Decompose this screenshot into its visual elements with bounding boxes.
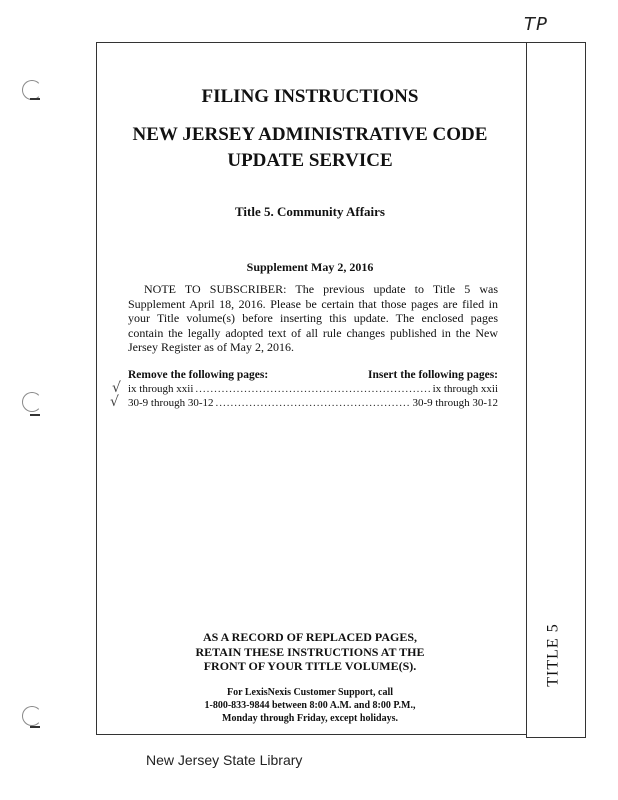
insert-pages: ix through xxii xyxy=(432,383,498,395)
pages-table xyxy=(128,369,498,411)
remove-pages: ix through xxii xyxy=(128,383,194,395)
subtitle-line-2: UPDATE SERVICE xyxy=(227,150,393,171)
record-notice-line: AS A RECORD OF REPLACED PAGES, xyxy=(202,630,418,644)
binder-hole-icon xyxy=(22,706,42,726)
title-heading: Title 5. Community Affairs xyxy=(235,204,385,219)
table-header-row xyxy=(128,369,498,383)
frame-top-rule xyxy=(96,42,586,43)
support-line: Monday through Friday, except holidays. xyxy=(222,713,398,724)
table-row xyxy=(128,383,498,397)
frame-bottom-rule xyxy=(96,734,526,735)
subscriber-note: NOTE TO SUBSCRIBER: The previous update to Title 5 was Supplement April 18, 2016. Please be certain that those pages are filed in your Title volume(s) before inserting this update. The enclosed pages contain the legally adopted text of all rule changes published in the New Jersey Register as of May 2, 2016. xyxy=(128,282,498,354)
supplement-heading: Supplement May 2, 2016 xyxy=(246,260,374,274)
title-tab-label: TITLE 5 xyxy=(545,623,563,687)
record-notice-line: FRONT OF YOUR TITLE VOLUME(S). xyxy=(203,659,417,673)
remove-header: Remove the following pages: xyxy=(128,369,269,381)
table-row xyxy=(128,397,498,411)
insert-pages: 30-9 through 30-12 xyxy=(412,397,498,409)
tab-left-rule xyxy=(526,42,527,737)
binder-hole-icon xyxy=(22,392,42,412)
page-title: FILING INSTRUCTIONS xyxy=(201,86,419,107)
tab-right-rule xyxy=(585,42,586,737)
binder-hole-icon xyxy=(22,80,42,100)
support-line: For LexisNexis Customer Support, call xyxy=(226,687,393,698)
tab-bottom-rule xyxy=(526,737,586,738)
binder-hole-mark xyxy=(30,726,40,728)
check-mark-icon: √ xyxy=(112,380,121,396)
subtitle-line-1: NEW JERSEY ADMINISTRATIVE CODE xyxy=(132,124,488,145)
page-subtitle xyxy=(100,122,520,174)
frame-left-rule xyxy=(96,42,97,734)
leader-dots xyxy=(216,397,411,409)
remove-pages: 30-9 through 30-12 xyxy=(128,397,214,409)
record-notice-line: RETAIN THESE INSTRUCTIONS AT THE xyxy=(195,644,425,659)
library-stamp: New Jersey State Library xyxy=(146,752,303,768)
handwritten-corner-note: TP xyxy=(524,14,548,35)
customer-support-info xyxy=(100,686,520,725)
support-line: 1-800-833-9844 between 8:00 A.M. and 8:00 P.M., xyxy=(204,700,416,711)
leader-dots xyxy=(195,383,430,395)
insert-header: Insert the following pages: xyxy=(367,369,498,381)
binder-hole-mark xyxy=(30,98,40,100)
check-mark-icon: √ xyxy=(110,394,119,410)
binder-hole-mark xyxy=(30,414,40,416)
title-tab xyxy=(534,620,574,690)
record-notice xyxy=(100,630,520,674)
